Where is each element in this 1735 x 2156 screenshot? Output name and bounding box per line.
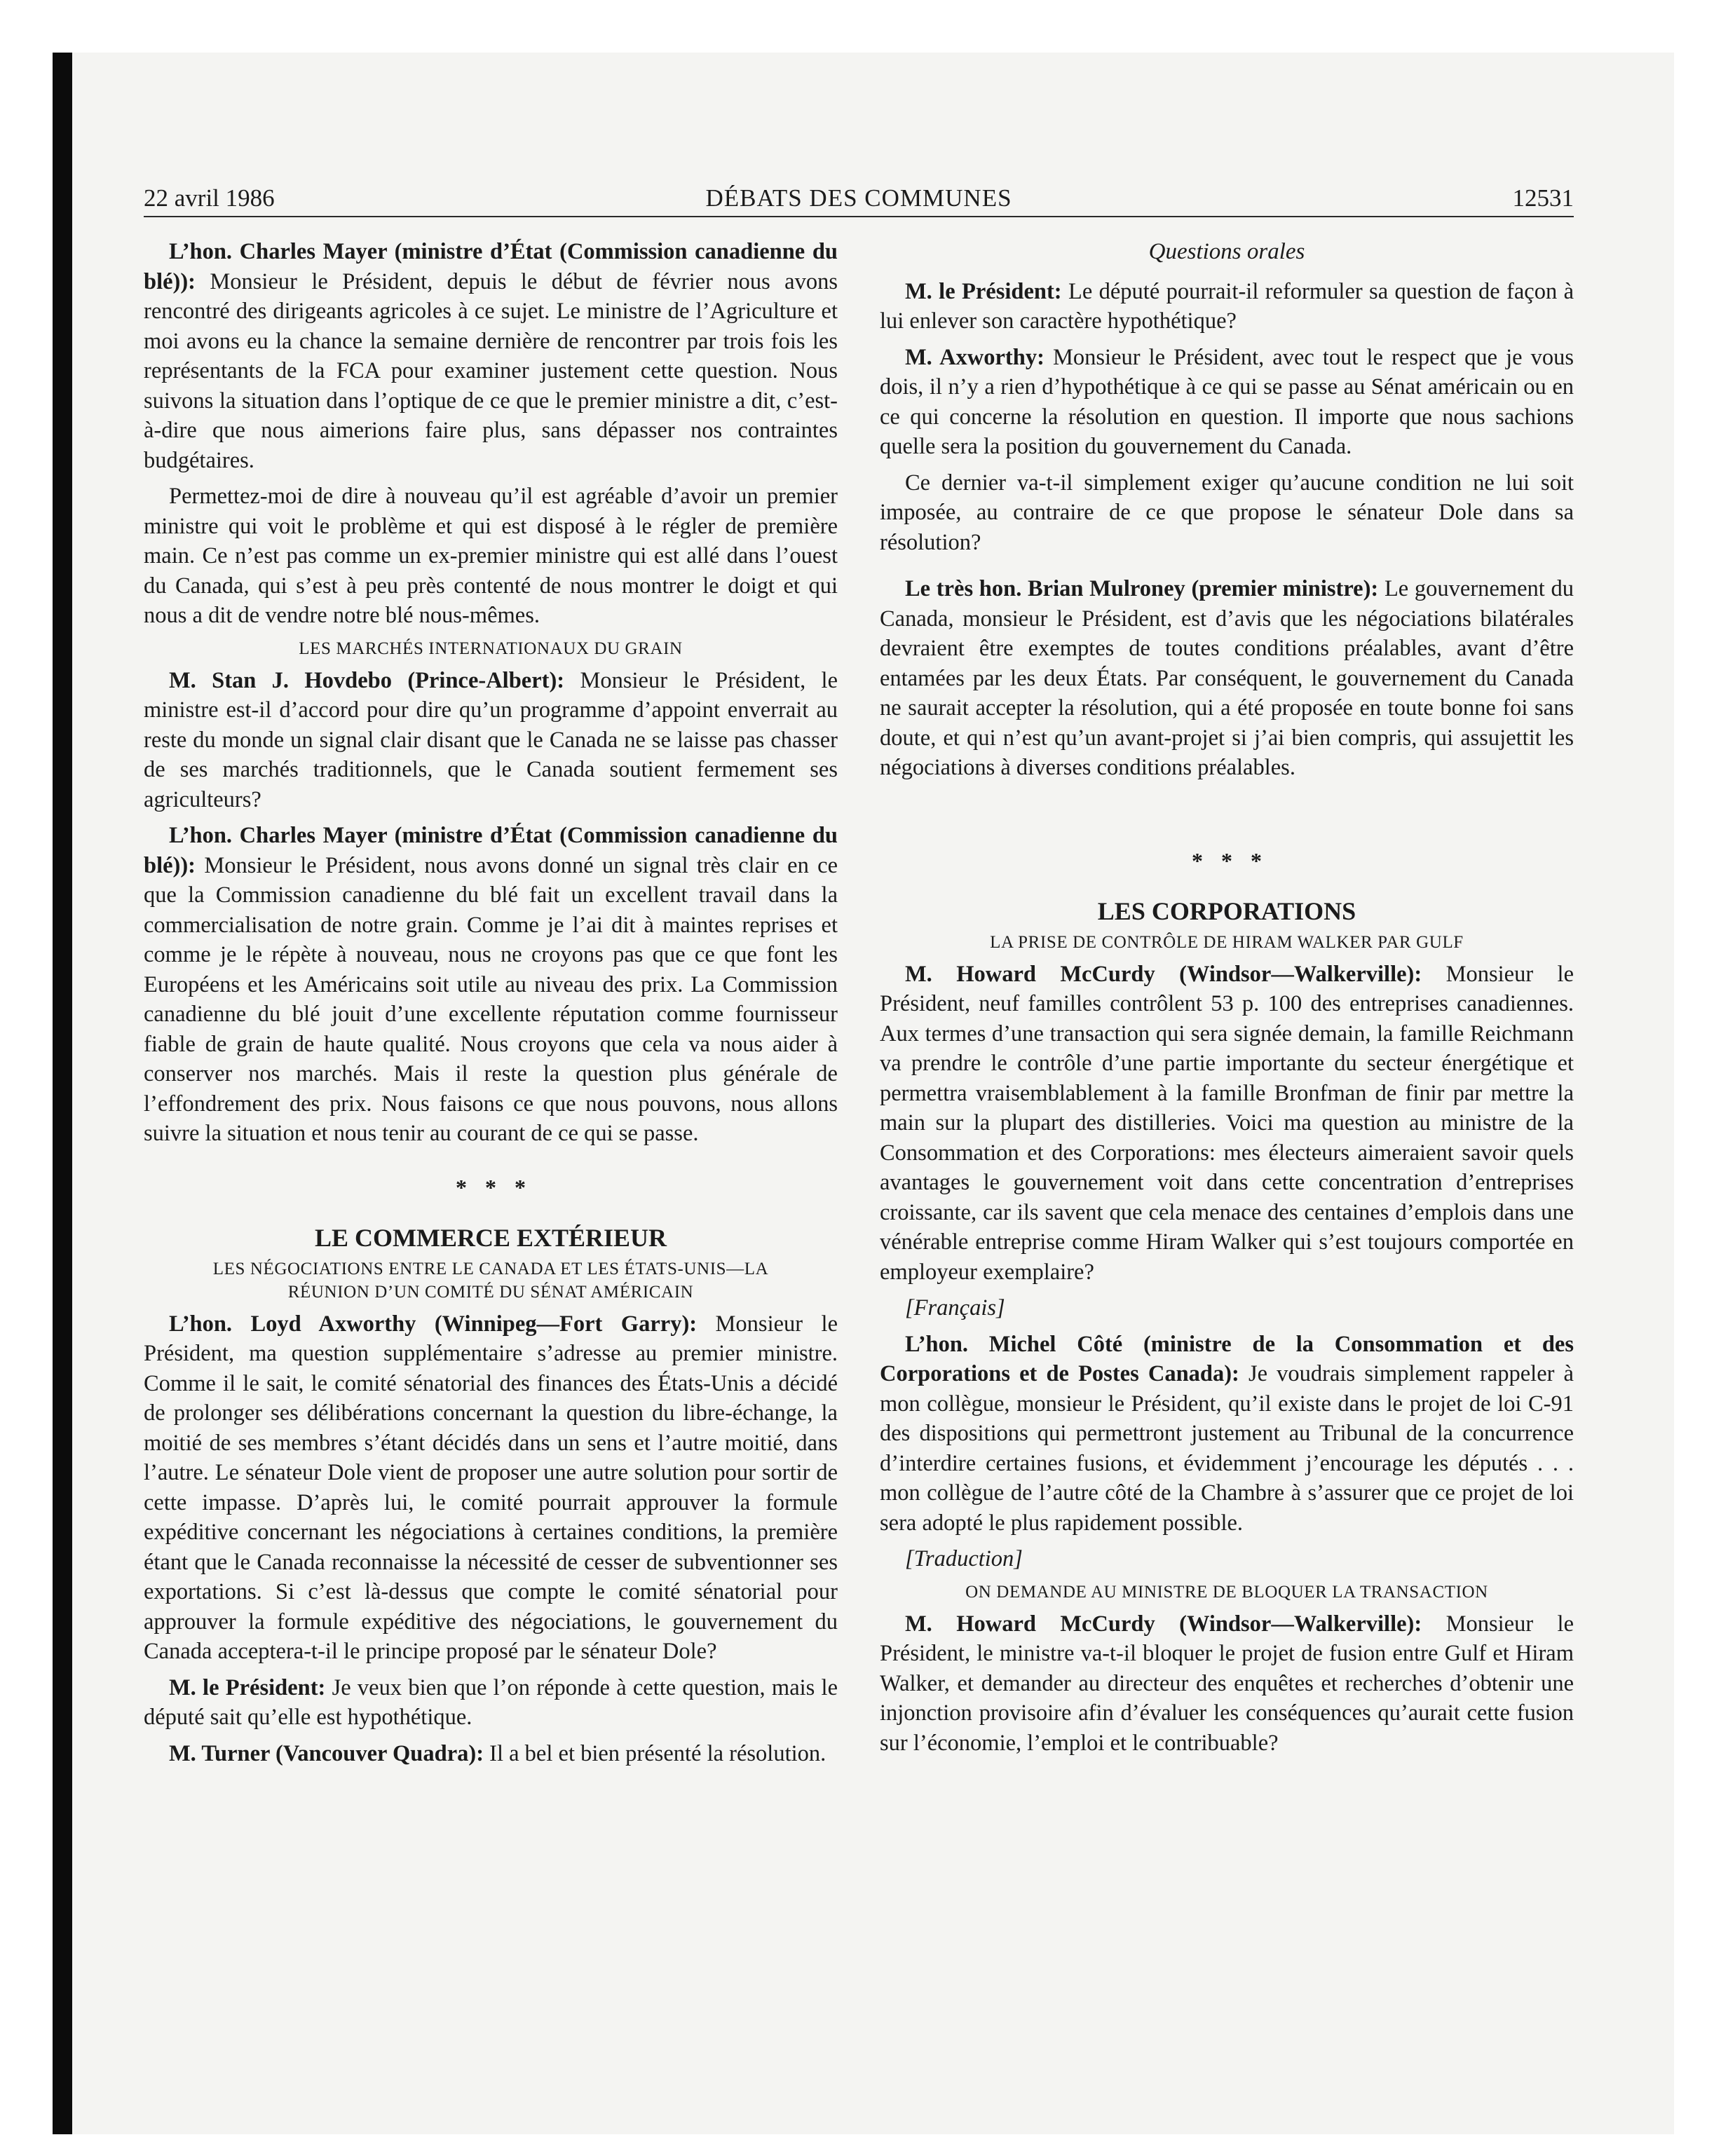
speaker-name: L’hon. Charles Mayer (ministre d’État (Commission canadienne du blé)): <box>144 239 838 294</box>
speaker-name: M. le Président: <box>905 278 1062 304</box>
paragraph <box>144 666 838 815</box>
paragraph-text: Je veux bien que l’on réponde à cette question, mais le député sait qu’elle est hypothétique. <box>144 1674 838 1730</box>
subheading: LA PRISE DE CONTRÔLE DE HIRAM WALKER PAR GULF <box>990 932 1464 952</box>
speaker-name: M. Stan J. Hovdebo (Prince-Albert): <box>169 667 565 693</box>
scan-edge <box>53 53 72 2134</box>
paragraph <box>880 468 1574 558</box>
paragraph <box>880 1330 1574 1538</box>
speaker-name: M. Turner (Vancouver Quadra): <box>169 1740 484 1766</box>
paragraph-text: Il a bel et bien présenté la résolution. <box>489 1740 826 1766</box>
paragraph-text: Monsieur le Président, depuis le début de février nous avons rencontré des dirigeants agricoles à ce sujet. Le ministre de l’Agriculture et moi avons eu la chance la semaine dernière de rencontrer par trois fois les représentants de la FCA pour examiner justement cette question. Nous suivons la situation dans l’optique de ce que le premier ministre a dit, c’est-à-dire que nous aimerions faire plus, sans dépasser nos contraintes budgétaires. <box>144 268 838 473</box>
subheading: ON DEMANDE AU MINISTRE DE BLOQUER LA TRANSACTION <box>965 1582 1488 1602</box>
paragraph-text: Le député pourrait-il reformuler sa question de façon à lui enlever son caractère hypothétique? <box>880 278 1574 334</box>
speaker-name: L’hon. Michel Côté (ministre de la Consommation et des Corporations et de Postes Canada): <box>880 1331 1574 1386</box>
subheading-line: RÉUNION D’UN COMITÉ DU SÉNAT AMÉRICAIN <box>287 1282 694 1302</box>
paragraph-text: Je voudrais simplement rappeler à mon collègue, monsieur le Président, qu’il existe dans le projet de loi C-91 des dispositions qui permettront justement au Tribunal de la concurrence d’interdire certaines fusions, et évidemment j’encourage les députés . . . mon collègue de l’autre côté de la Chambre à s’assurer que ce projet de loi sera adopté le plus rapidement possible. <box>880 1361 1574 1536</box>
paragraph-text: Monsieur le Président, le ministre va-t-il bloquer le projet de fusion entre Gulf et Hiram Walker, et demander au directeur des enquêtes et recherches d’obtenir une injonction provisoire afin d’évaluer les conséquences qu’aurait cette fusion sur l’économie, l’emploi et le contribuable? <box>880 1611 1574 1756</box>
speaker-name: M. Axworthy: <box>905 344 1045 370</box>
paragraph <box>880 277 1574 336</box>
paragraph-text: Le gouvernement du Canada, monsieur le Président, est d’avis que les négociations bilatérales devraient être exemptes de toutes conditions préalables, avant d’être entamées par les deux États. Par conséquent, le gouvernement du Canada ne saurait accepter la résolution, qui a été proposée en toute bonne foi sans doute, et qui n’est qu’un avant-projet si j’ai bien compris, qui assujettit les négociations à diverses conditions préalables. <box>880 576 1574 780</box>
paragraph <box>144 821 838 1149</box>
paragraph-text: Monsieur le Président, nous avons donné un signal très clair en ce que la Commission canadienne du blé fait un excellent travail dans la commercialisation de notre grain. Comme je l’ai dit à maintes reprises et comme je le répète à nouveau, nous ne croyons pas que ce que font les Européens et les Américains soit utile au niveau des prix. La Commission canadienne du blé jouit d’une excellente réputation comme fournisseur fiable de grain de haute qualité. Nous croyons que cela va nous aider à conserver nos marchés. Mais il reste la question plus générale de l’effondrement des prix. Nous faisons ce que nous pouvons, nous allons suivre la situation et nous tenir au courant de ce qui se passe. <box>144 852 838 1146</box>
section-separator: * * * <box>1192 847 1262 873</box>
language-marker: [Français] <box>905 1295 1005 1321</box>
paragraph-text: Monsieur le Président, neuf familles contrôlent 53 p. 100 des entreprises canadiennes. Aux termes d’une transaction qui sera signée demain, la famille Reichmann va prendre le contrôle d’une partie importante du secteur énergétique et permettra vraisemblablement à la famille Bronfman de finir par mettre la main sur la plupart des distilleries. Voici ma question au ministre de la Consommation et des Corporations: mes électeurs aimeraient savoir quels avantages le gouvernement voit dans cette concentration d’entreprises croissante, car ils savent que cela menace des centaines d’emplois dans une vénérable entreprise comme Hiram Walker qui s’est toujours comportée en employeur exemplaire? <box>880 961 1574 1285</box>
paragraph <box>880 960 1574 1288</box>
paragraph <box>144 1739 838 1769</box>
speaker-name: M. Howard McCurdy (Windsor—Walkerville): <box>905 961 1422 987</box>
subheading-line: LES NÉGOCIATIONS ENTRE LE CANADA ET LES ÉTATS-UNIS—LA <box>212 1259 769 1278</box>
paragraph <box>144 1673 838 1733</box>
header-title: DÉBATS DES COMMUNES <box>705 184 1012 212</box>
right-column <box>880 237 1574 1764</box>
running-head: Questions orales <box>1148 239 1305 264</box>
paragraph <box>880 343 1574 462</box>
paragraph <box>144 237 838 475</box>
paragraph-text: Monsieur le Président, avec tout le respect que je vous dois, il n’y a rien d’hypothétique à ce qui se passe au Sénat américain ou en ce qui concerne la résolution en question. Il importe que nous sachions quelle sera la position du gouvernement du Canada. <box>880 344 1574 459</box>
paragraph-text: Monsieur le Président, le ministre est-il d’accord pour dire qu’un programme d’appoint enverrait au reste du monde un signal clair disant que le Canada ne se laisse pas chasser de ses marchés traditionnels, que le Canada soutient fermement ses agriculteurs? <box>144 667 838 812</box>
paragraph <box>880 574 1574 783</box>
header-date: 22 avril 1986 <box>144 184 275 212</box>
speaker-name: M. Howard McCurdy (Windsor—Walkerville): <box>905 1611 1422 1637</box>
left-column <box>144 237 838 1775</box>
speaker-name: L’hon. Loyd Axworthy (Winnipeg—Fort Garry): <box>169 1311 698 1337</box>
language-marker: [Traduction] <box>905 1546 1023 1571</box>
section-title: LES CORPORATIONS <box>1097 897 1356 925</box>
subheading: LES MARCHÉS INTERNATIONAUX DU GRAIN <box>299 639 683 658</box>
page-header <box>144 181 1574 217</box>
paragraph <box>144 482 838 631</box>
speaker-name: M. le Président: <box>169 1674 326 1700</box>
paragraph-text: Ce dernier va-t-il simplement exiger qu’aucune condition ne lui soit imposée, au contraire de ce que propose le sénateur Dole dans sa résolution? <box>880 470 1574 555</box>
section-separator: * * * <box>456 1174 526 1200</box>
header-page-number: 12531 <box>1512 184 1574 212</box>
speaker-name: Le très hon. Brian Mulroney (premier ministre): <box>905 576 1379 601</box>
subheading <box>144 1257 838 1304</box>
section-title: LE COMMERCE EXTÉRIEUR <box>314 1224 667 1252</box>
paragraph <box>880 1609 1574 1759</box>
paragraph-text: Monsieur le Président, ma question supplémentaire s’adresse au premier ministre. Comme il le sait, le comité sénatorial des finances des États-Unis a décidé de prolonger ses délibérations concernant la question du libre-échange, la moitié de ses membres s’étant décidés dans un sens et l’autre moitié, dans l’autre. Le sénateur Dole vient de proposer une autre solution pour sortir de cette impasse. D’après lui, le comité pourrait approuver la formule expéditive concernant les négociations à certaines conditions, la première étant que le Canada reconnaisse la nécessité de cesser de subventionner ses exportations. Si c’est là-dessus que compte le comité sénatorial pour approuver la formule expéditive des négociations, le gouvernement du Canada acceptera-t-il le principe proposé par le sénateur Dole? <box>144 1311 838 1664</box>
paragraph-text: Permettez-moi de dire à nouveau qu’il est agréable d’avoir un premier ministre qui voit le problème et qui est disposé à le régler de première main. Ce n’est pas comme un ex-premier ministre qui est allé dans l’ouest du Canada, qui s’est à peu près contenté de nous montrer le doigt et qui nous a dit de vendre notre blé nous-mêmes. <box>144 484 838 628</box>
speaker-name: L’hon. Charles Mayer (ministre d’État (Commission canadienne du blé)): <box>144 823 838 878</box>
paragraph <box>144 1309 838 1667</box>
